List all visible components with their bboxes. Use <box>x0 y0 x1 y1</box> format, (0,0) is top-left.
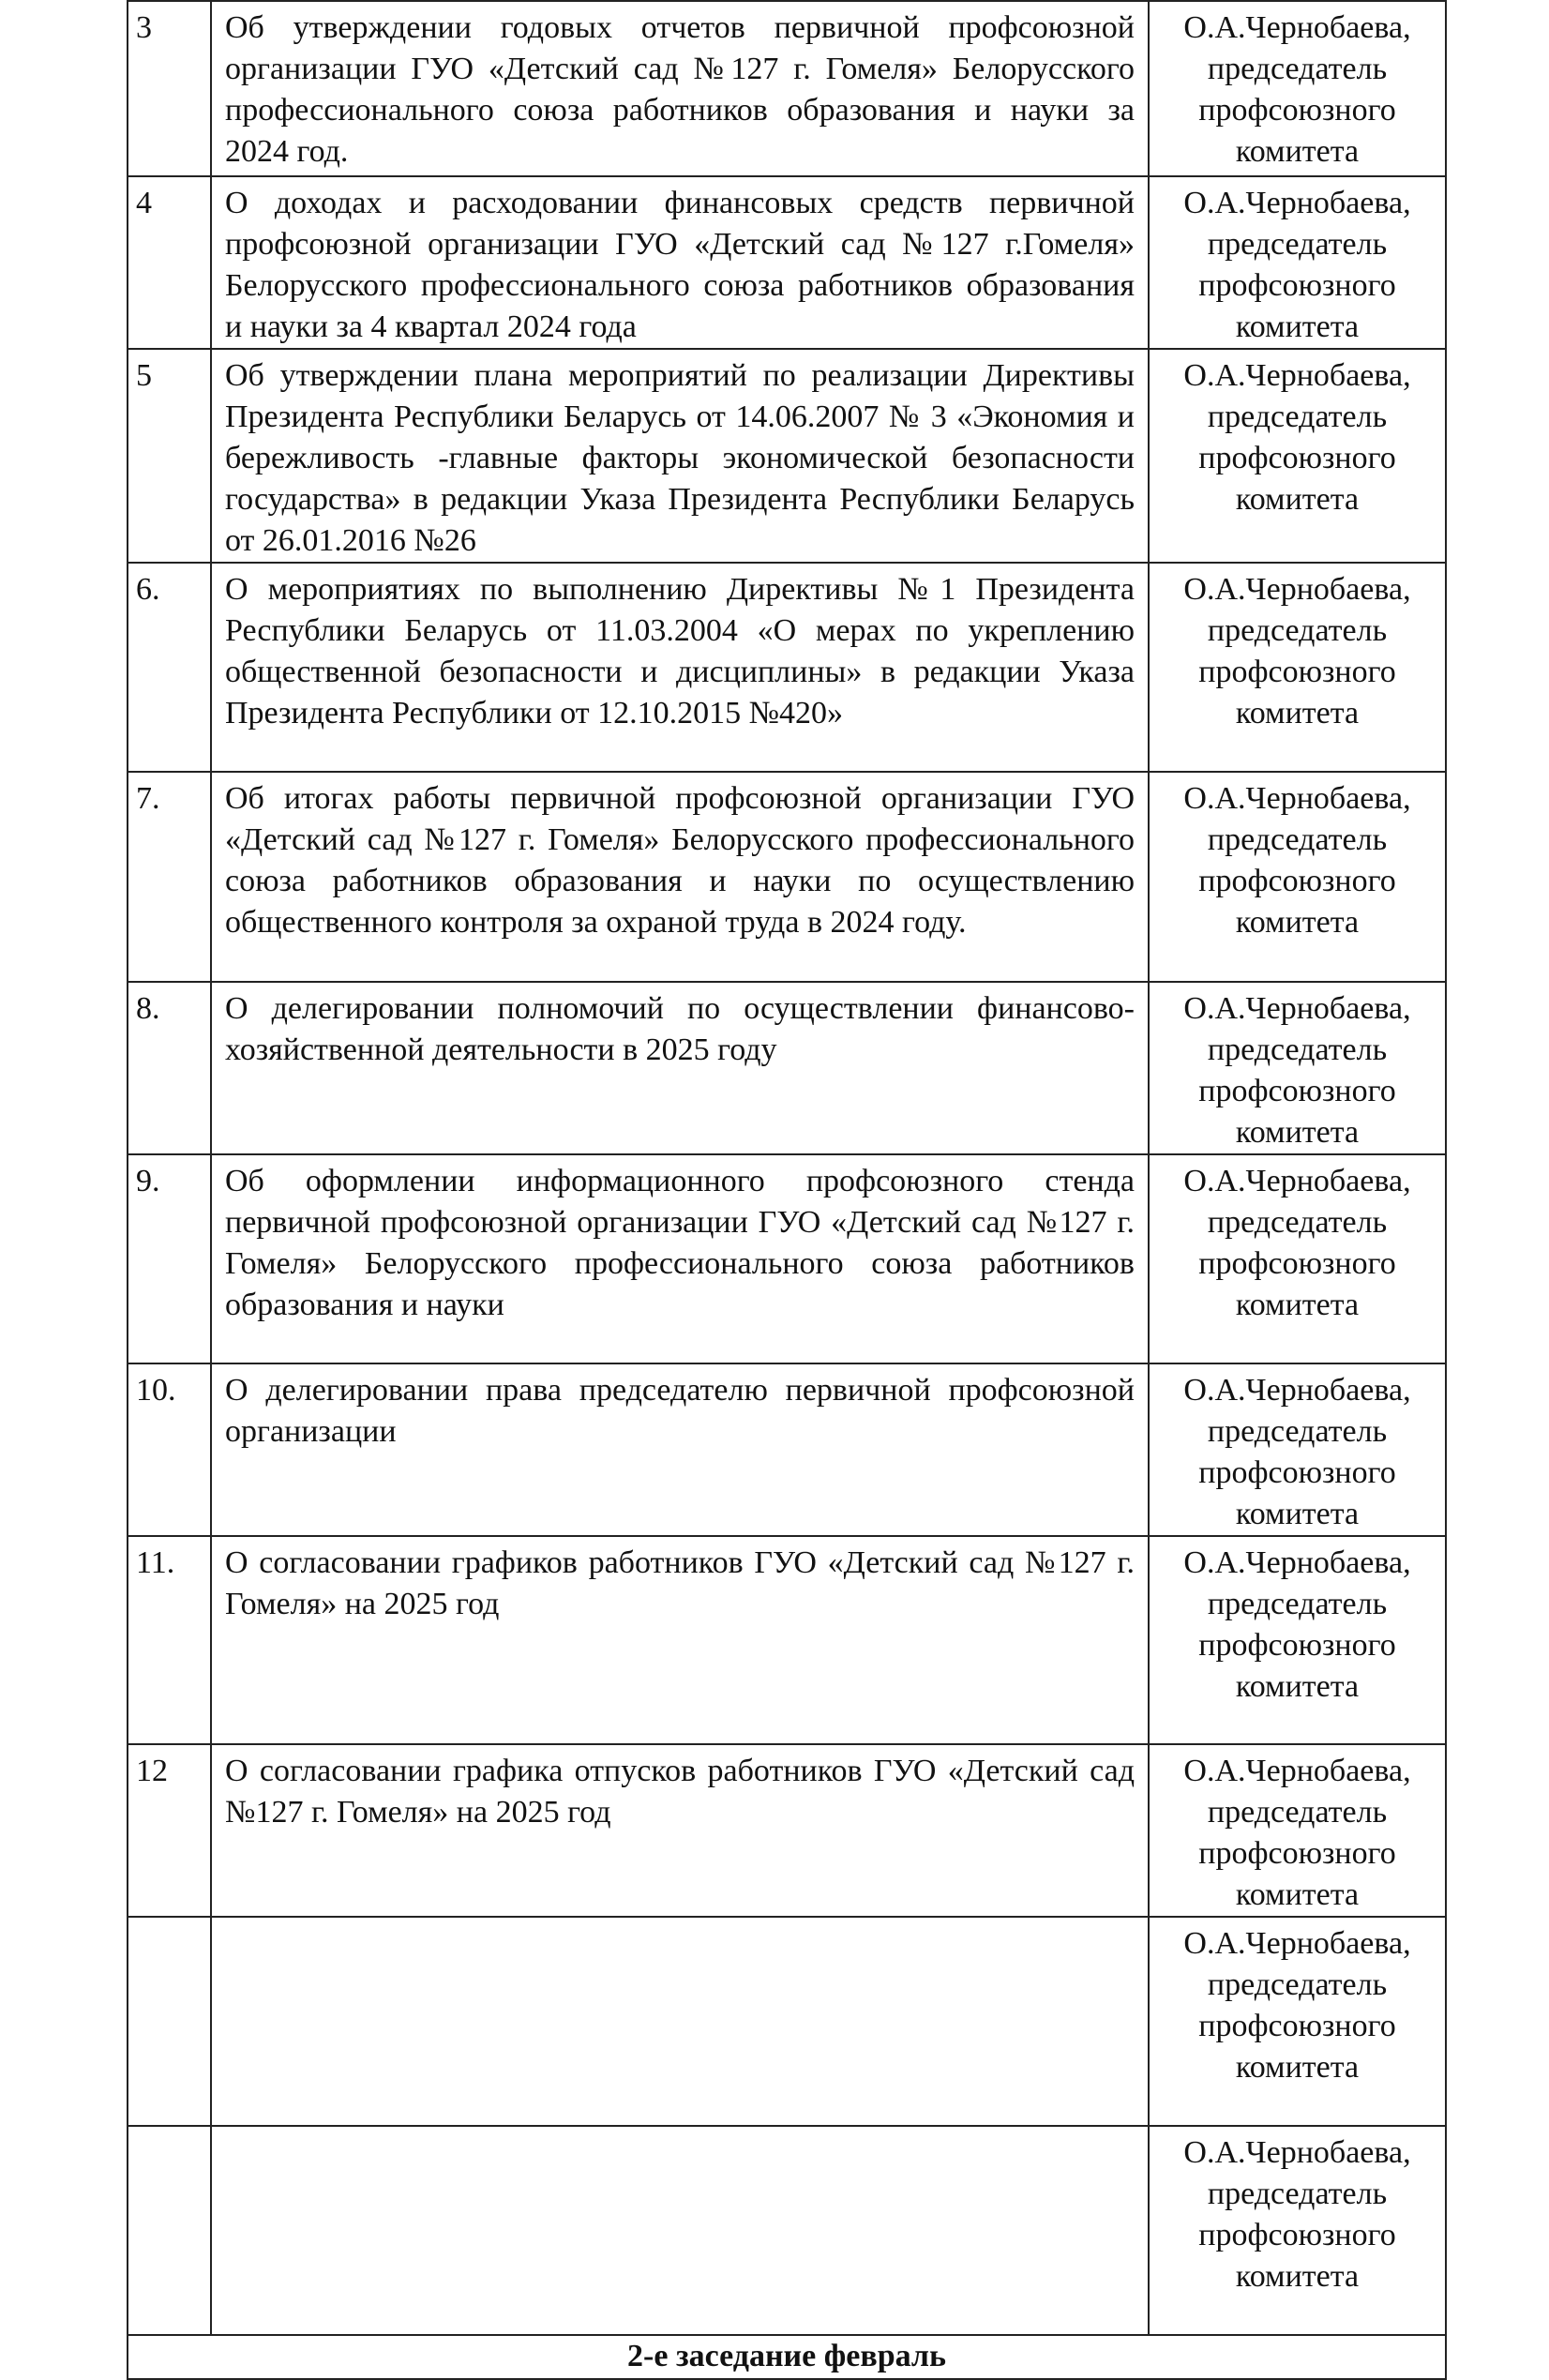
agenda-item-text <box>211 2126 1149 2335</box>
responsible-name: О.А.Чернобаева, <box>1183 2135 1411 2170</box>
responsible-role: профсоюзного <box>1198 2009 1396 2043</box>
table-row <box>128 349 1446 563</box>
row-number: 6. <box>128 563 211 772</box>
responsible-name: О.А.Чернобаева, <box>1183 358 1411 393</box>
table-row <box>128 176 1446 349</box>
responsible-role: комитета <box>1235 134 1360 169</box>
responsible-role: председатель <box>1207 1032 1388 1067</box>
table-row <box>128 1917 1446 2126</box>
responsible-name: О.А.Чернобаева, <box>1183 1164 1411 1198</box>
responsible-role: комитета <box>1235 1115 1360 1150</box>
table-row <box>128 1744 1446 1917</box>
responsible-role: председатель <box>1207 399 1388 434</box>
responsible-role: комитета <box>1235 1288 1360 1322</box>
responsible-name: О.А.Чернобаева, <box>1183 1754 1411 1788</box>
row-number: 7. <box>128 772 211 982</box>
table-row <box>128 982 1446 1154</box>
responsible-name: О.А.Чернобаева, <box>1183 781 1411 816</box>
responsible-person <box>1149 1363 1446 1536</box>
responsible-person <box>1149 982 1446 1154</box>
responsible-role: профсоюзного <box>1198 268 1396 303</box>
responsible-name: О.А.Чернобаева, <box>1183 1926 1411 1961</box>
row-number <box>128 1917 211 2126</box>
responsible-role: профсоюзного <box>1198 441 1396 475</box>
row-number: 8. <box>128 982 211 1154</box>
responsible-person <box>1149 1536 1446 1744</box>
responsible-role: профсоюзного <box>1198 1455 1396 1490</box>
agenda-item-text: Об утверждении годовых отчетов первичной профсоюзной организации ГУО «Детский сад №127 г. Гомеля» Белорусского профессионального союза работников образования и науки за 2024 год. <box>211 1 1149 176</box>
agenda-item-text: О делегировании права председателю первичной профсоюзной организации <box>211 1363 1149 1536</box>
agenda-item-text: Об утверждении плана мероприятий по реализации Директивы Президента Республики Беларусь от 14.06.2007 № 3 «Экономия и бережливость -главные факторы экономической безопасности государства» в редакции Указа Президента Республики Беларусь от 26.01.2016 №26 <box>211 349 1149 563</box>
responsible-role: профсоюзного <box>1198 1246 1396 1281</box>
table-row <box>128 1154 1446 1363</box>
row-number: 12 <box>128 1744 211 1917</box>
table-row <box>128 772 1446 982</box>
responsible-role: председатель <box>1207 1205 1388 1240</box>
responsible-role: комитета <box>1235 1497 1360 1531</box>
responsible-role: председатель <box>1207 1795 1388 1830</box>
row-number: 9. <box>128 1154 211 1363</box>
responsible-role: председатель <box>1207 822 1388 857</box>
responsible-person <box>1149 772 1446 982</box>
responsible-role: комитета <box>1235 905 1360 940</box>
agenda-item-text: О делегировании полномочий по осуществлении финансово-хозяйственной деятельности в 2025 году <box>211 982 1149 1154</box>
row-number: 10. <box>128 1363 211 1536</box>
responsible-person <box>1149 349 1446 563</box>
responsible-role: профсоюзного <box>1198 864 1396 898</box>
responsible-name: О.А.Чернобаева, <box>1183 1373 1411 1408</box>
responsible-role: комитета <box>1235 696 1360 731</box>
section-header: 2-е заседание февраль <box>128 2335 1446 2379</box>
table-row <box>128 1536 1446 1744</box>
responsible-role: председатель <box>1207 1414 1388 1449</box>
responsible-role: председатель <box>1207 613 1388 648</box>
responsible-name: О.А.Чернобаева, <box>1183 1545 1411 1580</box>
responsible-role: профсоюзного <box>1198 655 1396 689</box>
agenda-item-text: О доходах и расходовании финансовых средств первичной профсоюзной организации ГУО «Детский сад №127 г.Гомеля» Белорусского профессионального союза работников образования и науки за 4 квартал 2024 года <box>211 176 1149 349</box>
responsible-role: комитета <box>1235 1877 1360 1912</box>
responsible-role: комитета <box>1235 309 1360 344</box>
responsible-person <box>1149 2126 1446 2335</box>
table-row <box>128 1 1446 176</box>
agenda-item-text <box>211 1917 1149 2126</box>
responsible-role: председатель <box>1207 1587 1388 1621</box>
responsible-role: профсоюзного <box>1198 93 1396 128</box>
responsible-name: О.А.Чернобаева, <box>1183 10 1411 45</box>
responsible-person <box>1149 1 1446 176</box>
responsible-name: О.А.Чернобаева, <box>1183 991 1411 1026</box>
responsible-name: О.А.Чернобаева, <box>1183 572 1411 607</box>
responsible-role: председатель <box>1207 227 1388 262</box>
responsible-role: комитета <box>1235 2050 1360 2085</box>
row-number <box>128 2126 211 2335</box>
responsible-role: комитета <box>1235 2259 1360 2294</box>
responsible-role: профсоюзного <box>1198 2218 1396 2252</box>
row-number: 11. <box>128 1536 211 1744</box>
responsible-role: профсоюзного <box>1198 1074 1396 1108</box>
agenda-item-text: О мероприятиях по выполнению Директивы №1 Президента Республики Беларусь от 11.03.2004 «О мерах по укреплению общественной безопасности и дисциплины» в редакции Указа Президента Республики от 12.10.2015 №420» <box>211 563 1149 772</box>
responsible-person <box>1149 563 1446 772</box>
agenda-item-text: Об итогах работы первичной профсоюзной организации ГУО «Детский сад №127 г. Гомеля» Белорусского профессионального союза работников образования и науки по осуществлению общественного контроля за охраной труда в 2024 году. <box>211 772 1149 982</box>
agenda-item-text: О согласовании графиков работников ГУО «Детский сад №127 г. Гомеля» на 2025 год <box>211 1536 1149 1744</box>
responsible-person <box>1149 1154 1446 1363</box>
responsible-person <box>1149 1744 1446 1917</box>
responsible-role: профсоюзного <box>1198 1628 1396 1663</box>
responsible-person <box>1149 176 1446 349</box>
table-row <box>128 2126 1446 2335</box>
responsible-role: председатель <box>1207 1967 1388 2002</box>
table-row <box>128 1363 1446 1536</box>
agenda-item-text: О согласовании графика отпусков работников ГУО «Детский сад №127 г. Гомеля» на 2025 год <box>211 1744 1149 1917</box>
responsible-name: О.А.Чернобаева, <box>1183 186 1411 220</box>
responsible-role: профсоюзного <box>1198 1836 1396 1871</box>
table-row <box>128 563 1446 772</box>
responsible-role: председатель <box>1207 52 1388 86</box>
row-number: 3 <box>128 1 211 176</box>
responsible-role: председатель <box>1207 2177 1388 2211</box>
row-number: 5 <box>128 349 211 563</box>
responsible-role: комитета <box>1235 482 1360 517</box>
section-header-row <box>128 2335 1446 2379</box>
row-number: 4 <box>128 176 211 349</box>
responsible-role: комитета <box>1235 1669 1360 1704</box>
agenda-table <box>127 0 1447 2380</box>
agenda-item-text: Об оформлении информационного профсоюзного стенда первичной профсоюзной организации ГУО «Детский сад №127 г. Гомеля» Белорусского профессионального союза работников образования и науки <box>211 1154 1149 1363</box>
responsible-person <box>1149 1917 1446 2126</box>
